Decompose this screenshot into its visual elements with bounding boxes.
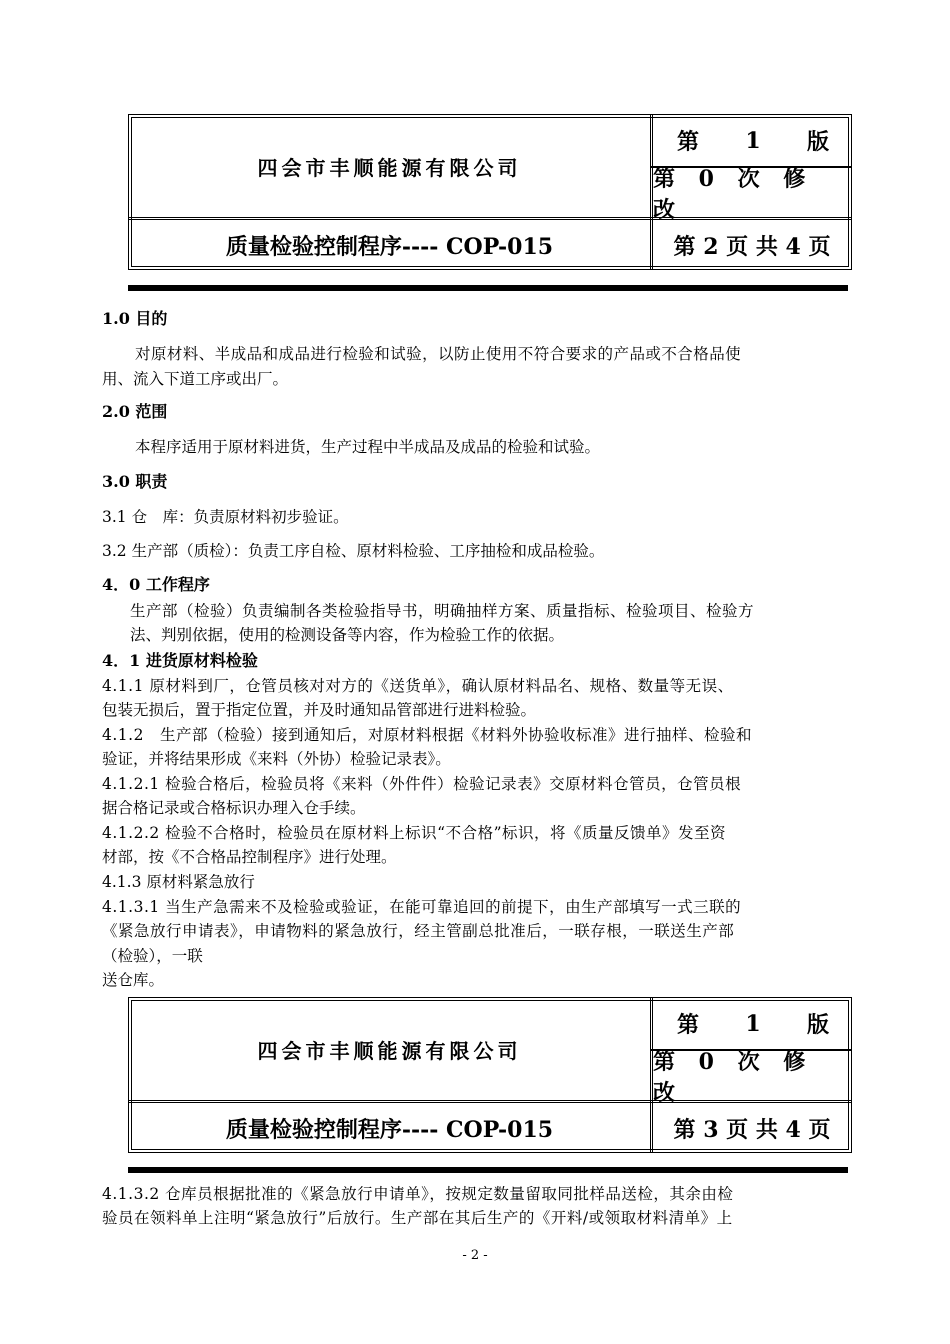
revision-cell: 第 0 次 修 改: [653, 165, 814, 223]
body-text: 4.1.2.1 检验合格后，检验员将《来料（外件件）检验记录表》交原材料仓管员，仓管员根: [102, 775, 742, 793]
body-text: 3.2 生产部（质检）：负责工序自检、原材料检验、工序抽检和成品检验。: [102, 542, 605, 560]
body-text: 4.1.1 原材料到厂，仓管员核对对方的《送货单》，确认原材料品名、规格、数量等无误、: [102, 677, 734, 695]
company-name: 四会市丰顺能源有限公司: [257, 155, 522, 180]
body-text: 包装无损后，置于指定位置，并及时通知品管部进行进料检验。: [102, 701, 537, 719]
edition-cell: [653, 998, 851, 1049]
company-name: 四会市丰顺能源有限公司: [257, 1038, 522, 1063]
page-footer: - 2 -: [462, 1248, 488, 1263]
section-heading: 2.0 范围: [102, 402, 168, 421]
body-text: 《紧急放行申请表》，申请物料的紧急放行，经主管副总批准后，一联存根，一联送生产部: [102, 922, 735, 940]
header-table-2: [128, 997, 852, 1153]
document-title: 质量检验控制程序---- COP-015: [225, 233, 554, 260]
separator-rule: [128, 285, 848, 291]
section-heading: 3.0 职责: [102, 472, 168, 491]
body-text: 本程序适用于原材料进货，生产过程中半成品及成品的检验和试验。: [135, 438, 601, 456]
body-text: 送仓库。: [102, 971, 165, 989]
section-heading: 4．1 进货原材料检验: [102, 651, 258, 670]
body-text: 4.1.2 生产部（检验）接到通知后，对原材料根据《材料外协验收标准》进行抽样、检验和: [102, 726, 752, 744]
body-text: 验证，并将结果形成《来料（外协）检验记录表》。: [102, 750, 451, 768]
revision-cell: 第 0 次 修 改: [653, 1048, 814, 1106]
body-text: 法、判别依据，使用的检测设备等内容，作为检验工作的依据。: [130, 626, 565, 644]
body-text: 据合格记录或合格标识办理入仓手续。: [102, 799, 366, 817]
body-text: 材部，按《不合格品控制程序》进行处理。: [102, 848, 397, 866]
edition-suffix: 版: [806, 1012, 829, 1038]
body-text: 对原材料、半成品和成品进行检验和试验，以防止使用不符合要求的产品或不合格品使: [135, 345, 742, 363]
body-text: 4.1.3.2 仓库员根据批准的《紧急放行申请单》，按规定数量留取同批样品送检，其余由检: [102, 1185, 734, 1203]
section-heading: 1.0 目的: [102, 309, 168, 328]
page-number-cell: 第 2 页 共 4 页: [673, 233, 831, 260]
edition-number: 1: [745, 1010, 761, 1037]
header-table-1: [128, 114, 852, 270]
body-text: （检验），一联: [102, 947, 203, 965]
page-number-cell: 第 3 页 共 4 页: [673, 1116, 831, 1143]
body-text: 4.1.3.1 当生产急需来不及检验或验证，在能可靠追回的前提下，由生产部填写一式三联的: [102, 898, 742, 916]
separator-rule: [128, 1167, 848, 1173]
body-text: 生产部（检验）负责编制各类检验指导书，明确抽样方案、质量指标、检验项目、检验方: [130, 602, 755, 620]
body-text: 4.1.2.2 检验不合格时，检验员在原材料上标识“不合格”标识，将《质量反馈单》发至资: [102, 824, 727, 842]
edition-number: 1: [745, 127, 761, 154]
body-text: 3.1 仓 库：负责原材料初步验证。: [102, 508, 349, 526]
body-text: 用、流入下道工序或出厂。: [102, 370, 289, 388]
document-title: 质量检验控制程序---- COP-015: [225, 1116, 554, 1143]
edition-prefix: 第: [677, 129, 700, 155]
edition-cell: [653, 115, 851, 166]
body-text: 4.1.3 原材料紧急放行: [102, 873, 255, 891]
edition-suffix: 版: [806, 129, 829, 155]
body-text: 验员在领料单上注明“紧急放行”后放行。生产部在其后生产的《开料/或领取材料清单》上: [102, 1209, 733, 1227]
section-heading: 4．0 工作程序: [102, 575, 210, 594]
edition-prefix: 第: [677, 1012, 700, 1038]
